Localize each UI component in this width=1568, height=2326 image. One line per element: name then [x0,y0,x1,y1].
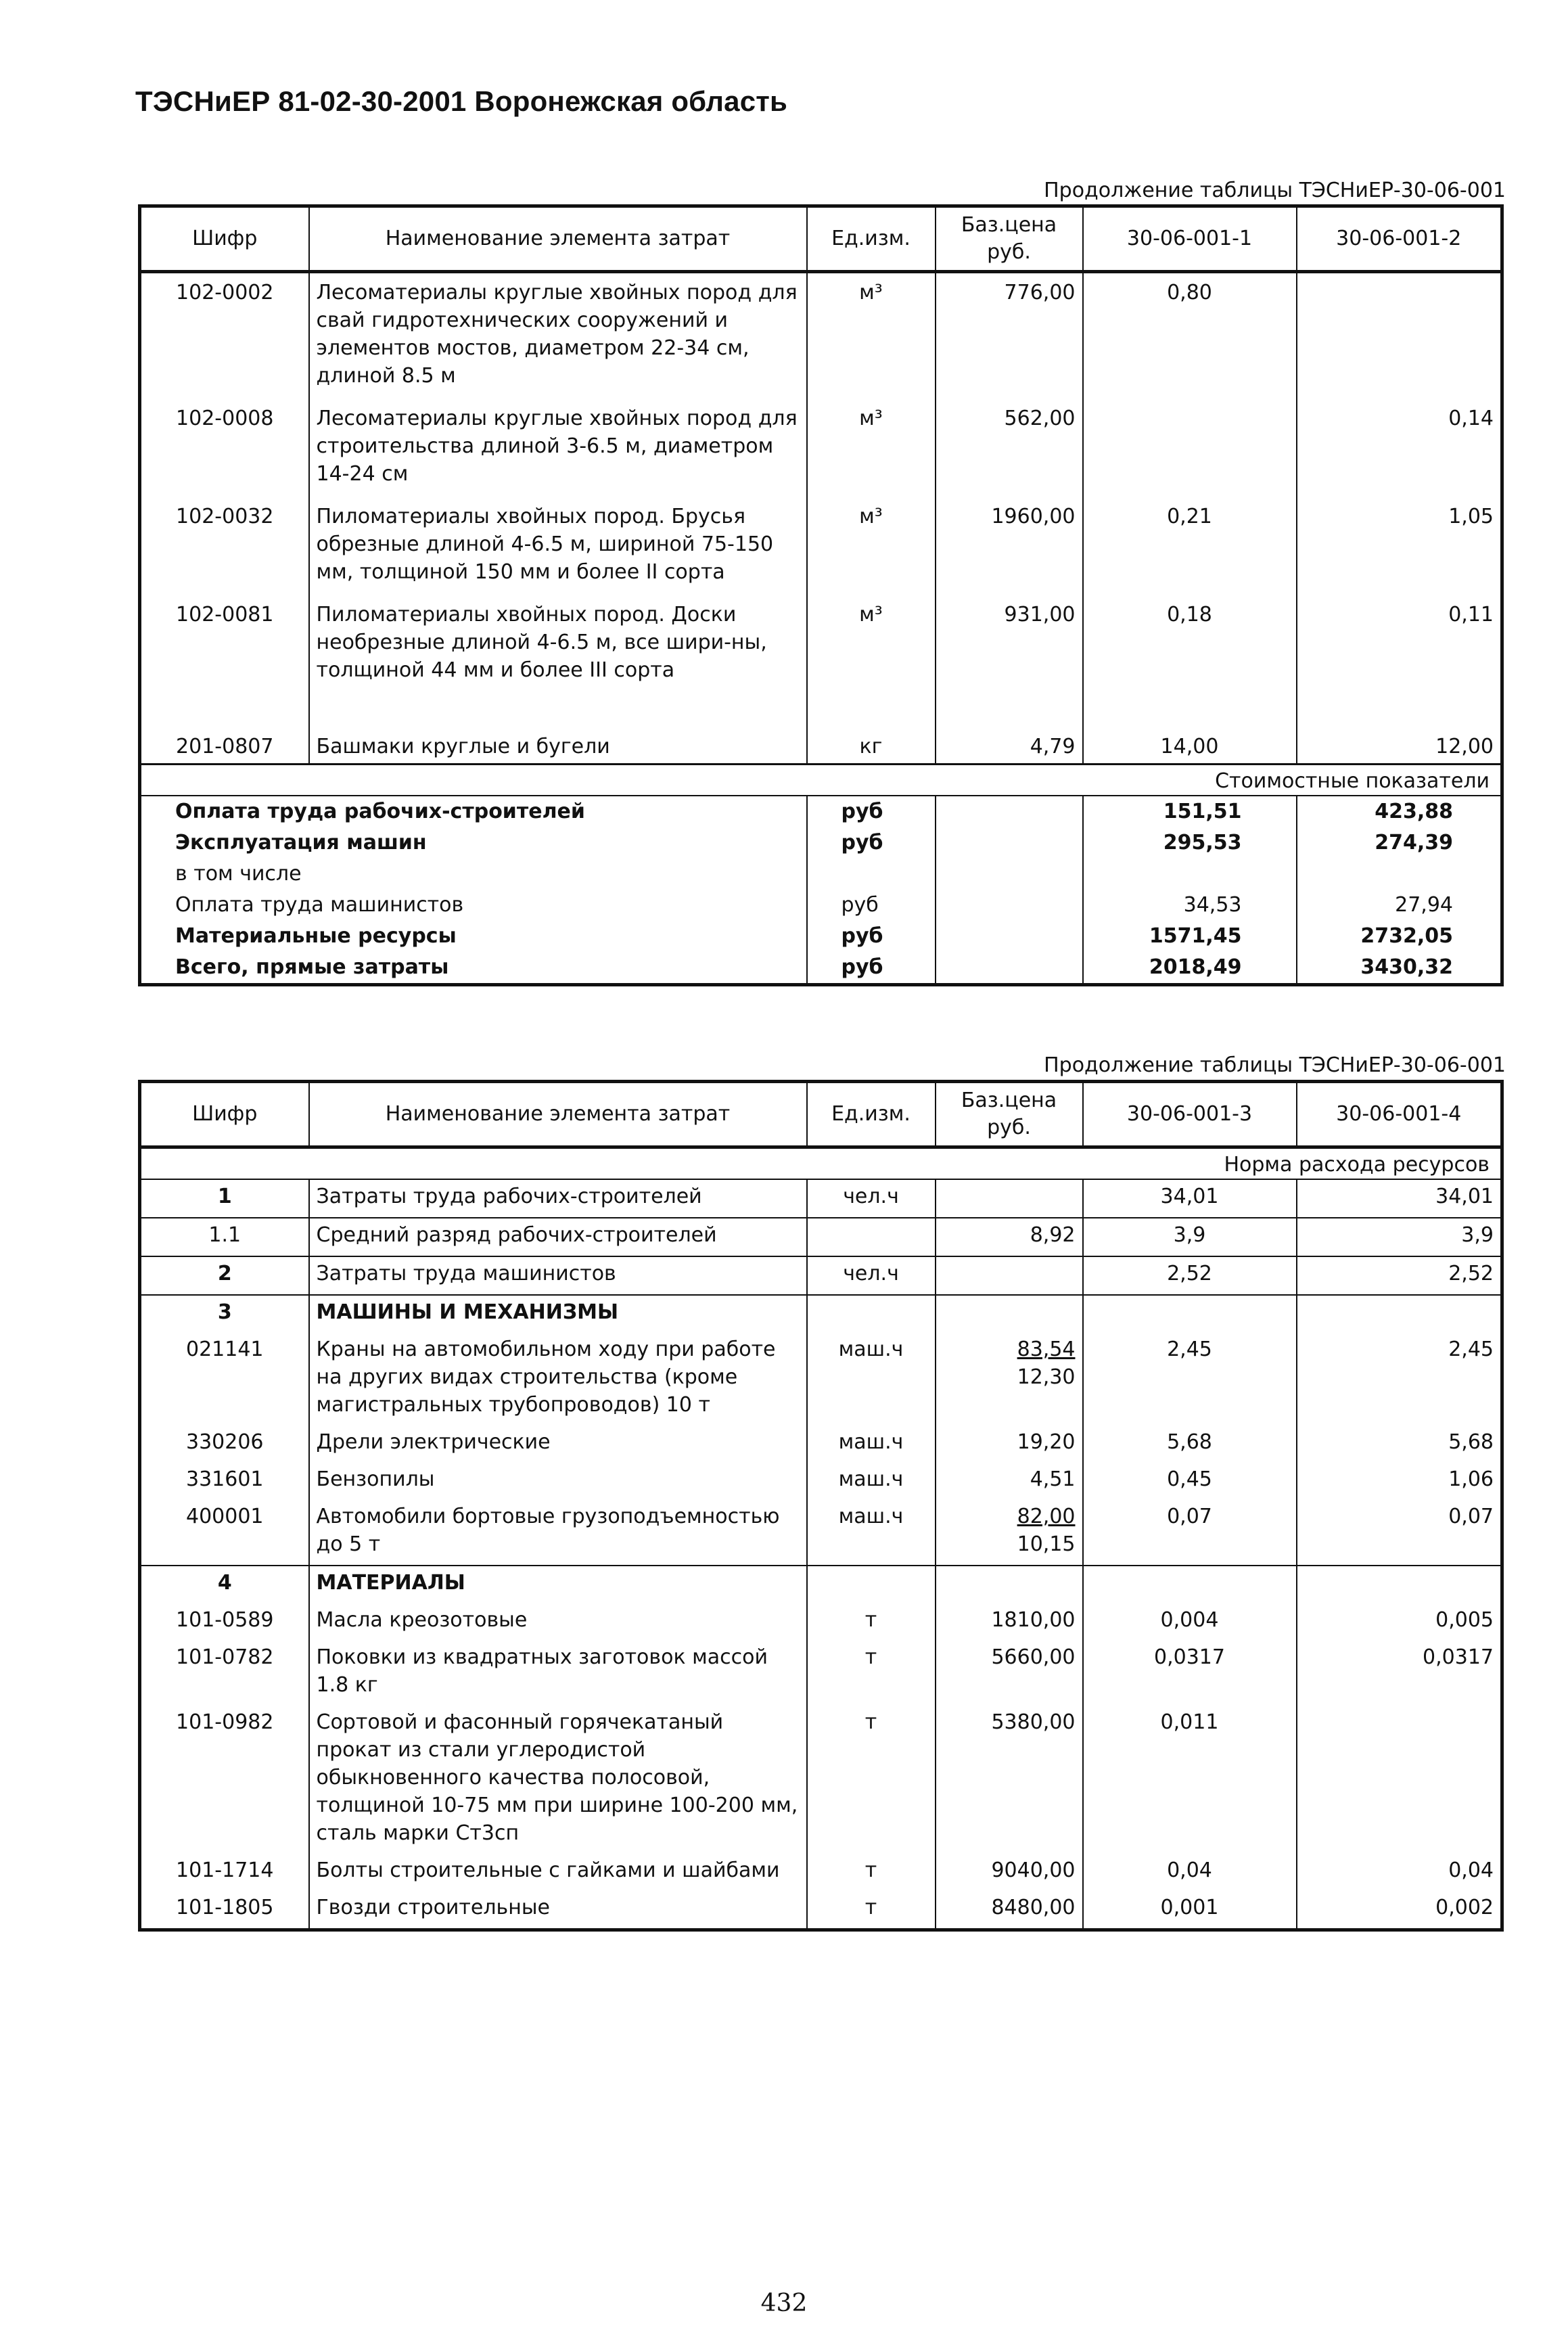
norm-value: 0,04 [1083,1854,1297,1891]
section-subheader-row [140,765,1502,796]
column-header-price: Баз.цена руб. [936,1082,1083,1147]
resource-name: Сортовой и фасонный горячекатаный прокат из стали углеродистой обыкновенного качества полосовой, толщиной 10-75 мм при ширине 100-200 мм, сталь марки Ст3сп [309,1706,807,1854]
unit-of-measure: чел.ч [807,1256,936,1295]
resource-name: Лесоматериалы круглые хвойных пород для свай гидротехнических сооружений и элементов мостов, диаметром 22-34 см, длиной 8.5 м [309,272,807,400]
resource-code: 4 [140,1566,309,1603]
base-price-value: 83,54 [1017,1338,1076,1361]
table-row [140,1426,1502,1463]
rate-value: 0,18 [1083,595,1297,693]
resource-code: 400001 [185,1505,264,1528]
unit-of-measure: маш.ч [838,1338,904,1361]
resource-code: 201-0807 [176,735,274,758]
rate-value [1297,272,1502,400]
unit-of-measure: т [864,1645,877,1669]
summary-value: 2018,49 [1083,952,1297,985]
summary-value: 423,88 [1375,800,1453,823]
norm-value: 0,0317 [1423,1645,1494,1669]
base-price-value: 5660,00 [991,1645,1076,1669]
unit-of-measure: м³ [859,407,883,430]
resource-code: 102-0008 [176,407,274,430]
resource-code: 101-1805 [176,1896,274,1919]
table-row [140,1854,1502,1891]
base-price-value: 1810,00 [991,1608,1076,1632]
resource-code: 3 [140,1295,309,1333]
summary-price-blank [936,827,1083,859]
base-price [936,1426,1083,1463]
table-row [140,1706,1502,1854]
base-price [936,1566,1083,1603]
rate-value: 0,80 [1083,272,1297,400]
column-header-name: Наименование элемента затрат [309,206,807,272]
summary-label: Материальные ресурсы [175,924,457,948]
summary-unit: руб [807,827,936,859]
column-header-name: Наименование элемента затрат [309,1082,807,1147]
norm-value: 5,68 [1448,1430,1494,1454]
norm-value [1297,1706,1502,1854]
resource-name: Пиломатериалы хвойных пород. Брусья обрезные длиной 4-6.5 м, шириной 75-150 мм, толщиной 150 мм и более II сорта [309,497,807,595]
rate-value: 0,14 [1448,407,1494,430]
summary-price-blank [936,796,1083,827]
unit-of-measure: чел.ч [843,1185,899,1208]
base-price: 931,00 [936,595,1083,693]
resource-name: Пиломатериалы хвойных пород. Доски необрезные длиной 4-6.5 м, все шири-ны, толщиной 44 мм и более III сорта [309,595,807,693]
column-header-unit: Ед.изм. [807,206,936,272]
summary-row [140,796,1502,827]
summary-value: 27,94 [1395,893,1453,917]
table-row [140,272,1502,400]
norm-value: 3,9 [1297,1218,1502,1256]
summary-unit: руб [807,952,936,985]
table-row [140,1256,1502,1295]
table-row [140,1463,1502,1500]
resource-code: 330206 [185,1430,264,1454]
resource-code: 331601 [185,1467,264,1491]
page-number: 432 [760,2289,808,2317]
section-row [140,1295,1502,1333]
unit-of-measure: маш.ч [838,1430,904,1454]
resource-norms-table [138,1080,1504,1932]
resource-code: 102-0032 [176,505,274,528]
norm-value [1083,1295,1297,1333]
resource-name: Затраты труда машинистов [309,1256,807,1295]
norm-value: 2,45 [1448,1338,1494,1361]
resource-name: Масла креозотовые [309,1603,807,1641]
norm-value: 0,001 [1083,1891,1297,1930]
summary-value: 3430,32 [1297,952,1502,985]
rate-value [1083,399,1297,497]
column-header-rate-2: 30-06-001-2 [1297,206,1502,272]
column-header-price: Баз.цена руб. [936,206,1083,272]
base-price [936,1218,1083,1256]
summary-label: Всего, прямые затраты [140,952,807,985]
table-row [140,1218,1502,1256]
norm-value [1297,1566,1502,1603]
base-price: 4,79 [936,693,1083,765]
column-header-rate-4: 30-06-001-4 [1297,1082,1502,1147]
resource-code: 102-0081 [176,603,274,626]
summary-value: 34,53 [1083,890,1297,921]
table-header-row [140,1082,1502,1147]
machinist-wage-value: 12,30 [1017,1365,1076,1389]
norm-value: 0,07 [1083,1500,1297,1566]
summary-value: 1571,45 [1083,921,1297,952]
rate-value: 0,11 [1448,603,1494,626]
summary-value: 295,53 [1083,827,1297,859]
base-price [936,1463,1083,1500]
base-price-value: 8480,00 [991,1896,1076,1919]
column-header-unit: Ед.изм. [807,1082,936,1147]
unit-of-measure: м³ [859,281,883,304]
norm-value: 5,68 [1083,1426,1297,1463]
resource-name: Болты строительные с гайками и шайбами [309,1854,807,1891]
summary-label: Эксплуатация машин [175,831,427,854]
unit-of-measure [807,1566,936,1603]
norm-value [1297,1295,1502,1333]
unit-of-measure [807,1218,936,1256]
base-price [936,1891,1083,1930]
resource-name: Гвозди строительные [309,1891,807,1930]
summary-unit: руб [807,796,936,827]
summary-label: Оплата труда машинистов [175,893,464,917]
base-price-value: 8,92 [1030,1223,1076,1247]
table-continuation-label: Продолжение таблицы ТЭСНиЕР-30-06-001 [1044,179,1506,202]
rate-value: 12,00 [1435,735,1494,758]
resource-name: Поковки из квадратных заготовок массой 1.8 кг [309,1641,807,1706]
norm-value: 3,9 [1083,1218,1297,1256]
base-price [936,1706,1083,1854]
norm-value: 0,07 [1448,1505,1494,1528]
norm-value: 0,011 [1083,1706,1297,1854]
table-row [140,1891,1502,1930]
section-subheader-row [140,1147,1502,1180]
column-header-code: Шифр [140,206,309,272]
base-price: 562,00 [936,399,1083,497]
table-row [140,693,1502,765]
summary-value: 2732,05 [1360,924,1453,948]
resource-name: Затраты труда рабочих-строителей [309,1179,807,1218]
resource-code: 021141 [185,1338,264,1361]
summary-row [140,859,1502,890]
machinist-wage-value: 10,15 [1017,1532,1076,1556]
resource-norms-heading: Норма расхода ресурсов [140,1147,1502,1180]
summary-unit: руб [807,921,936,952]
base-price [936,1179,1083,1218]
resource-code: 101-0589 [176,1608,274,1632]
resource-code: 101-0782 [176,1645,274,1669]
norm-value: 1,06 [1448,1467,1494,1491]
section-row [140,1566,1502,1603]
unit-of-measure: м³ [859,505,883,528]
base-price-value: 9040,00 [991,1858,1076,1882]
table-row [140,1333,1502,1426]
document-title: ТЭСНиЕР 81-02-30-2001 Воронежская область [135,85,788,117]
section-title: МАШИНЫ И МЕХАНИЗМЫ [309,1295,807,1333]
rate-value: 14,00 [1083,693,1297,765]
unit-of-measure [807,1295,936,1333]
table-header-row [140,206,1502,272]
summary-unit [807,859,936,890]
base-price [936,1603,1083,1641]
column-header-rate-3: 30-06-001-3 [1083,1082,1297,1147]
base-price: 776,00 [936,272,1083,400]
column-header-code: Шифр [140,1082,309,1147]
norm-value: 0,0317 [1083,1641,1297,1706]
summary-price-blank [936,921,1083,952]
summary-value [1297,859,1502,890]
base-price [936,1256,1083,1295]
unit-of-measure: м³ [859,603,883,626]
summary-label: в том числе [175,862,302,886]
summary-row [140,952,1502,985]
summary-price-blank [936,859,1083,890]
rate-value: 1,05 [1448,505,1494,528]
section-title: МАТЕРИАЛЫ [309,1566,807,1603]
norm-value: 0,04 [1448,1858,1494,1882]
table-continuation-label: Продолжение таблицы ТЭСНиЕР-30-06-001 [1044,1053,1506,1077]
unit-of-measure: кг [859,735,883,758]
base-price [936,1641,1083,1706]
base-price-value: 82,00 [1017,1505,1076,1528]
resource-code: 1.1 [140,1218,309,1256]
norm-value: 2,52 [1083,1256,1297,1295]
summary-unit: руб [807,890,936,921]
table-row [140,1603,1502,1641]
base-price [936,1295,1083,1333]
rate-value: 0,21 [1083,497,1297,595]
summary-value [1083,859,1297,890]
table-row [140,595,1502,693]
norm-value: 34,01 [1435,1185,1494,1208]
base-price: 1960,00 [936,497,1083,595]
summary-price-blank [936,952,1083,985]
norm-value: 0,005 [1435,1608,1494,1632]
norm-value: 2,52 [1297,1256,1502,1295]
summary-row [140,921,1502,952]
cost-indicators-heading: Стоимостные показатели [140,765,1502,796]
base-price [936,1333,1083,1426]
resource-code: 1 [217,1185,232,1208]
table-row [140,1179,1502,1218]
norm-value: 0,45 [1083,1463,1297,1500]
norm-value: 34,01 [1083,1179,1297,1218]
table-row [140,1500,1502,1566]
summary-price-blank [936,890,1083,921]
resource-code: 2 [140,1256,309,1295]
summary-row [140,827,1502,859]
unit-of-measure: т [864,1710,877,1734]
base-price [936,1854,1083,1891]
summary-label: Оплата труда рабочих-строителей [175,800,585,823]
base-price-value: 4,51 [1030,1467,1076,1491]
unit-of-measure: т [864,1858,877,1882]
resource-name: Дрели электрические [309,1426,807,1463]
unit-of-measure: маш.ч [838,1467,904,1491]
summary-value: 151,51 [1083,796,1297,827]
norm-value: 0,004 [1083,1603,1297,1641]
norm-value [1083,1566,1297,1603]
column-header-rate-1: 30-06-001-1 [1083,206,1297,272]
unit-of-measure: т [864,1608,877,1632]
resource-name: Лесоматериалы круглые хвойных пород для строительства длиной 3-6.5 м, диаметром 14-24 см [309,399,807,497]
base-price [936,1500,1083,1566]
resource-name: Краны на автомобильном ходу при работе на других видах строительства (кроме магистральных трубопроводов) 10 т [309,1333,807,1426]
unit-of-measure: т [864,1896,877,1919]
table-row [140,399,1502,497]
summary-value: 274,39 [1375,831,1453,854]
table-row [140,497,1502,595]
resource-name: Бензопилы [309,1463,807,1500]
norm-value: 0,002 [1435,1896,1494,1919]
resource-name: Средний разряд рабочих-строителей [309,1218,807,1256]
resource-name: Автомобили бортовые грузоподъемностью до 5 т [309,1500,807,1566]
base-price-value: 5380,00 [991,1710,1076,1734]
resource-code: 101-1714 [176,1858,274,1882]
resource-name: Башмаки круглые и бугели [309,693,807,765]
norm-value: 2,45 [1083,1333,1297,1426]
base-price-value: 19,20 [1017,1430,1076,1454]
unit-of-measure: маш.ч [838,1505,904,1528]
resource-code: 102-0002 [176,281,274,304]
summary-row [140,890,1502,921]
table-row [140,1641,1502,1706]
cost-table [138,204,1504,986]
resource-code: 101-0982 [176,1710,274,1734]
